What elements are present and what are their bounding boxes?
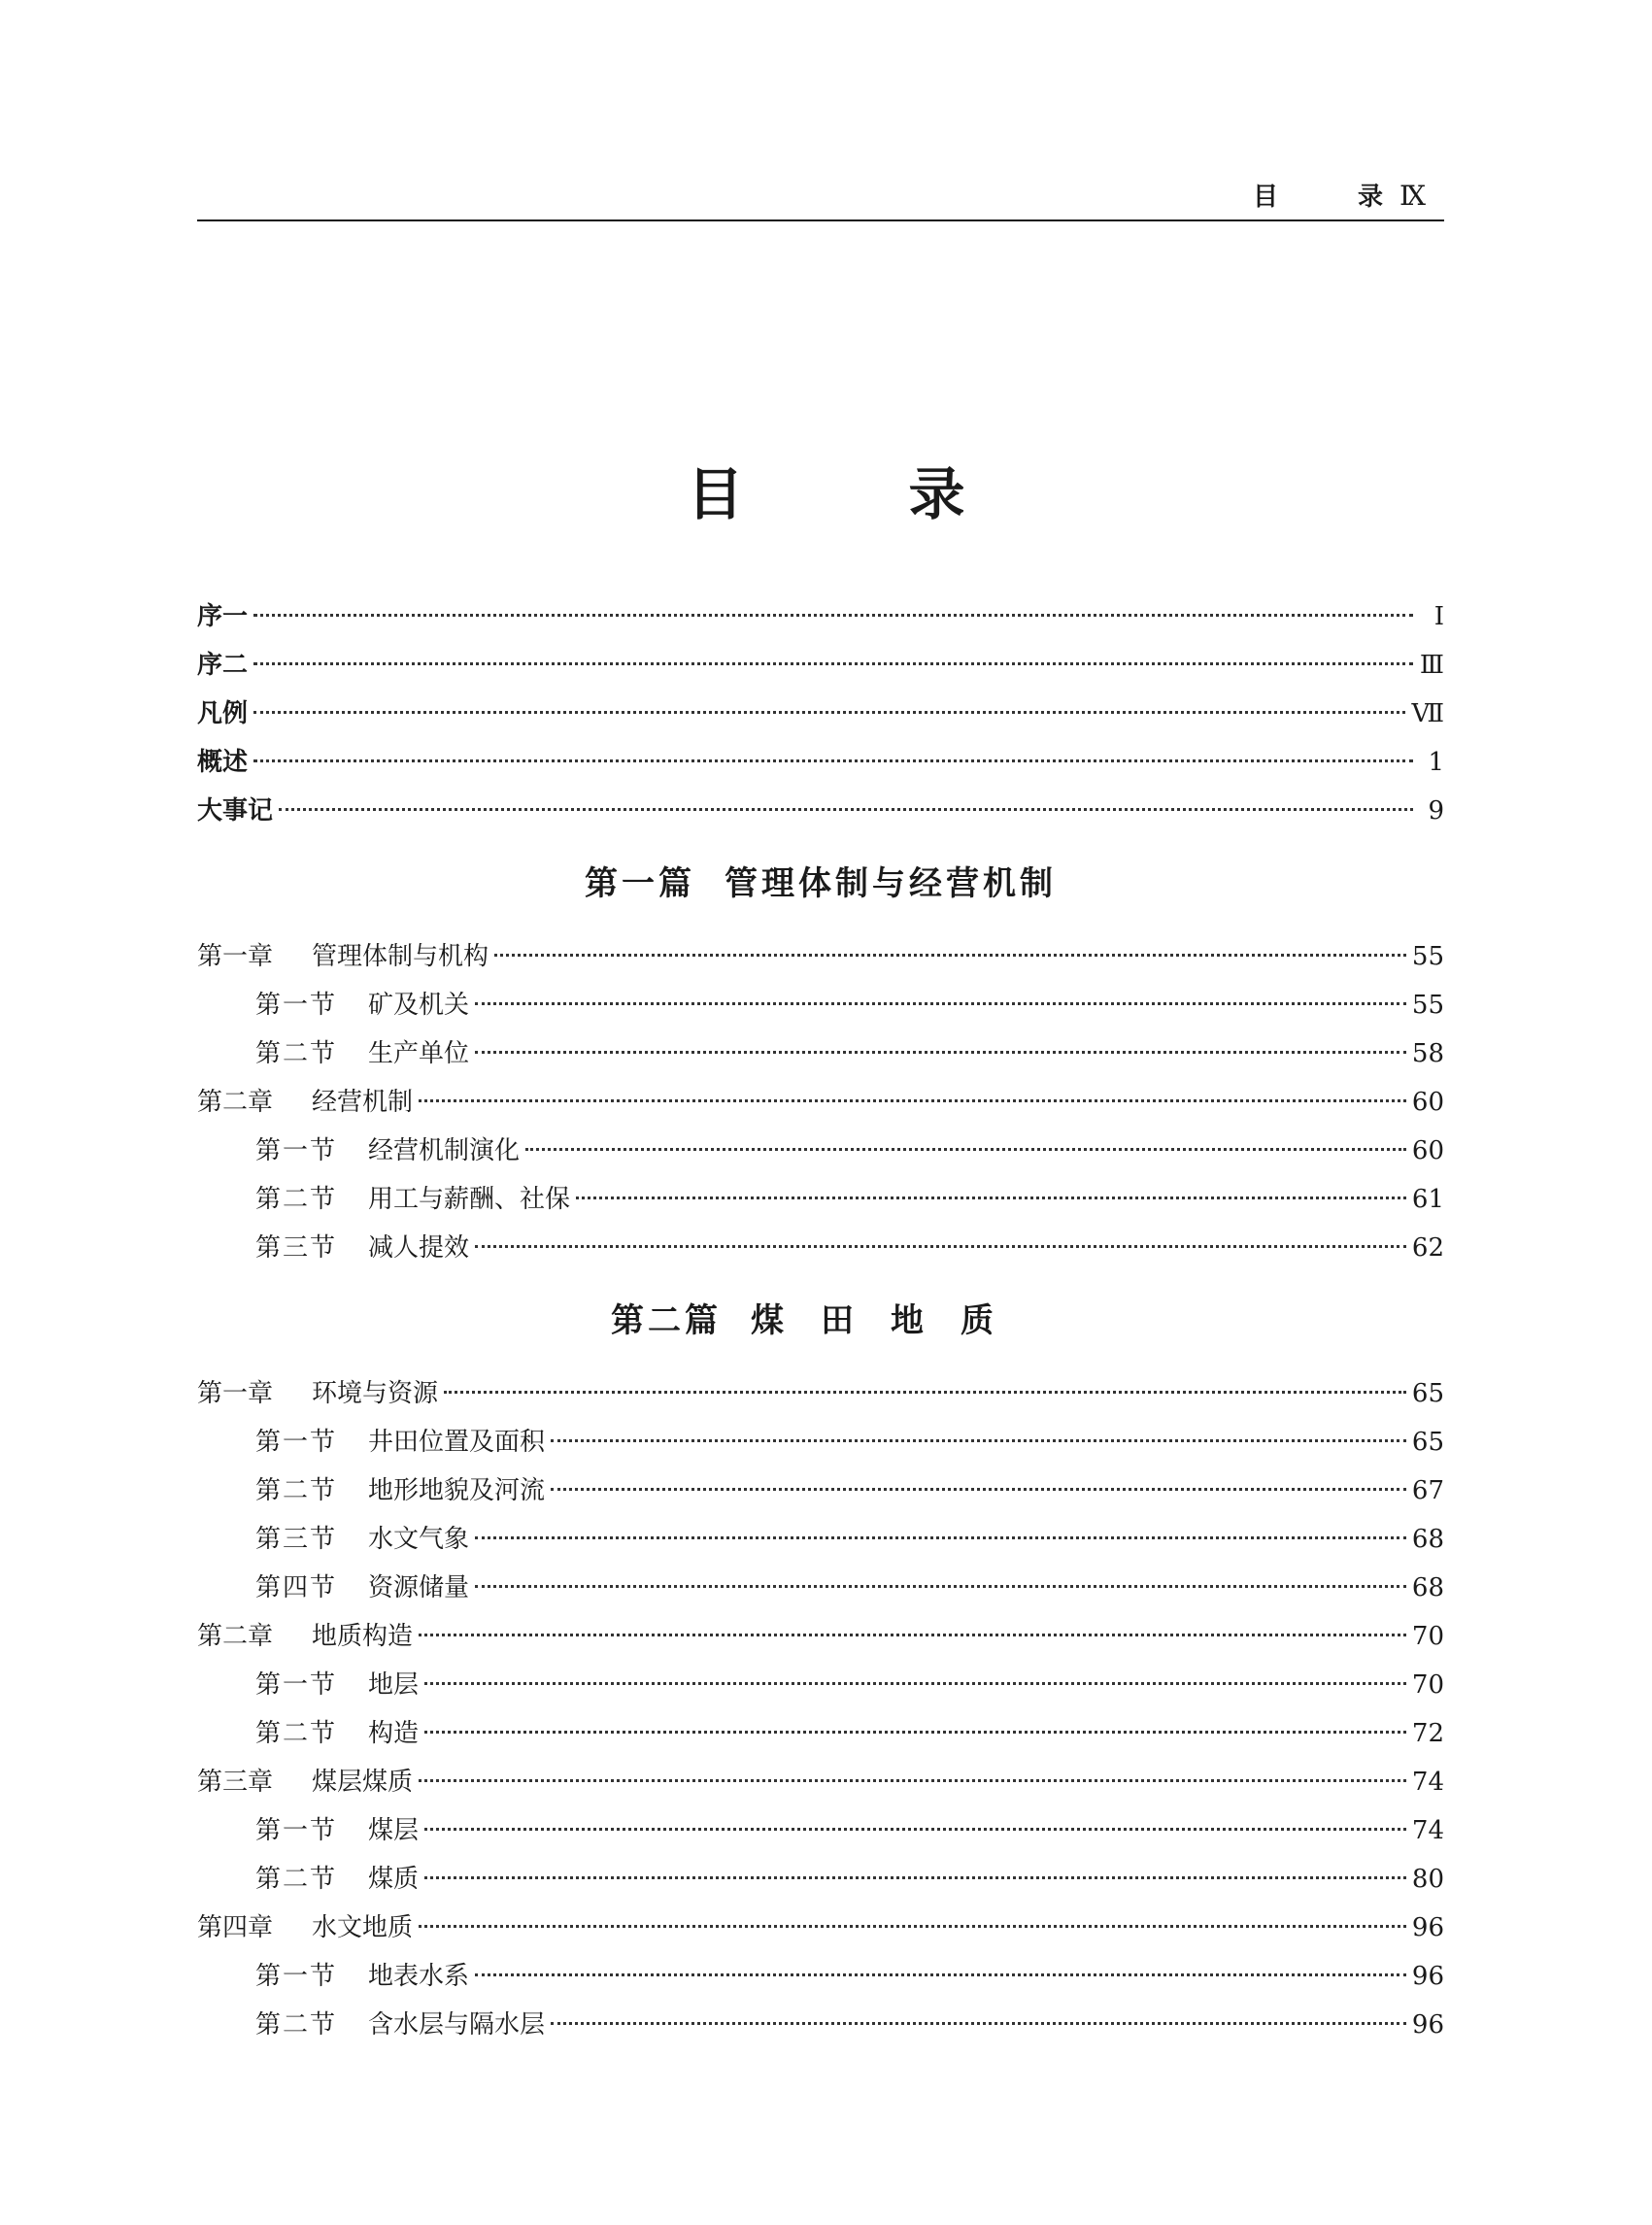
toc-entry-number: 第一章 [197,1379,274,1408]
toc-entry-title [197,1612,413,1661]
toc-entry-number: 第三章 [197,1768,274,1797]
toc-entry-page: 70 [1411,1670,1444,1700]
dot-leader [444,1391,1406,1394]
dot-leader [551,1439,1406,1442]
dot-leader [475,1051,1406,1054]
dot-leader [475,1536,1406,1539]
toc-entry-title [255,1564,469,1612]
toc-entry-page: 62 [1411,1233,1444,1263]
toc-entry-page: 1 [1428,748,1444,777]
toc-entry-page: 65 [1411,1379,1444,1408]
toc-entry-title [255,1709,419,1758]
toc-entry-label: 减人提效 [368,1233,470,1263]
toc-entry-number: 第二节 [255,1039,338,1068]
dot-leader [419,1779,1406,1782]
toc-entry-number: 第二章 [197,1088,274,1117]
dot-leader [475,1973,1406,1976]
toc-entry-number: 第一节 [255,991,338,1020]
toc-entry-section[interactable] [197,1224,1444,1272]
toc-entry-label: 序二 [197,651,249,680]
toc-entry-label: 生产单位 [368,1039,470,1068]
toc-entry-section[interactable] [197,1564,1444,1612]
dot-leader [576,1197,1406,1199]
toc-entry-label: 环境与资源 [312,1379,439,1408]
toc-entry-title [197,1904,413,1952]
toc-entry-label: 经营机制 [312,1088,414,1117]
toc-entry-page: 9 [1428,796,1444,826]
toc-entry-title [197,1758,413,1806]
toc-entry-chapter[interactable] [197,1758,1444,1806]
toc-entry-title [255,2001,545,2049]
toc-entry-label: 管理体制与机构 [312,942,489,971]
toc-entry-number: 第一节 [255,1816,338,1845]
toc-entry-prelim[interactable] [197,738,1444,787]
toc-entry-section[interactable] [197,1709,1444,1758]
toc-entry-number: 第二节 [255,1185,338,1214]
toc-entry-page: 68 [1411,1573,1444,1602]
toc-entry-number: 第二节 [255,1865,338,1894]
toc-entry-label: 水文气象 [368,1525,470,1554]
toc-entry-prelim[interactable] [197,641,1444,690]
toc-entry-label: 井田位置及面积 [368,1428,546,1457]
toc-entry-page: 74 [1411,1816,1444,1845]
toc-entry-title [255,1661,419,1709]
toc-entry-title [255,981,469,1029]
toc-entry-page: 60 [1411,1088,1444,1117]
toc-entry-title [197,1078,413,1127]
toc-entry-number: 第四章 [197,1913,274,1942]
toc-entry-title [255,1127,520,1175]
running-header-title: 目 录 [1252,183,1384,212]
dot-leader [253,711,1405,714]
toc-entry-page: 72 [1411,1719,1444,1748]
toc-entry-title [197,738,248,787]
toc-entry-section[interactable] [197,1418,1444,1466]
toc-entry-section[interactable] [197,1466,1444,1515]
toc-entry-title [197,1369,438,1418]
toc-entry-chapter[interactable] [197,1904,1444,1952]
toc-entry-title [255,1806,419,1855]
toc-entry-page: Ⅲ [1419,651,1444,680]
toc-entry-label: 序一 [197,602,249,631]
toc-entry-page: Ⅶ [1411,699,1444,728]
toc-entry-label: 大事记 [197,796,274,826]
toc-entry-chapter[interactable] [197,1612,1444,1661]
dot-leader [475,1002,1406,1005]
toc-entry-title [255,1515,469,1564]
toc-entry-page: 80 [1411,1865,1444,1894]
toc-entry-section[interactable] [197,1127,1444,1175]
part-heading [197,1272,1444,1369]
toc-entry-chapter[interactable] [197,1078,1444,1127]
toc-entry-page: 68 [1411,1525,1444,1554]
toc-entry-label: 概述 [197,748,249,777]
toc-entry-label: 构造 [368,1719,420,1748]
toc-entry-number: 第二节 [255,1476,338,1505]
dot-leader [424,1828,1406,1831]
toc-entry-page: 96 [1411,2010,1444,2040]
dot-leader [424,1876,1406,1879]
toc-entry-number: 第二章 [197,1622,274,1651]
part-number: 第二篇 [611,1301,722,1340]
dot-leader [253,759,1413,762]
dot-leader [419,1925,1406,1928]
toc-entry-number: 第一节 [255,1962,338,1991]
toc-entry-page: 96 [1411,1913,1444,1942]
toc-entry-label: 资源储量 [368,1573,470,1602]
toc-entry-number: 第四节 [255,1573,338,1602]
toc-entry-page: 96 [1411,1962,1444,1991]
toc-entry-number: 第一节 [255,1670,338,1700]
toc-entry-label: 经营机制演化 [368,1136,521,1165]
toc-entry-title [255,1418,545,1466]
toc-entry-section[interactable] [197,1661,1444,1709]
toc-entry-section[interactable] [197,1029,1444,1078]
toc-entry-page: 55 [1411,942,1444,971]
running-header [197,171,1444,221]
part-title: 管理体制与经营机制 [725,864,1057,903]
toc-entry-label: 地质构造 [312,1622,414,1651]
running-header-page-number: Ⅸ [1399,180,1427,212]
toc-entry-page: Ⅰ [1433,602,1444,631]
toc-entry-prelim[interactable] [197,787,1444,835]
toc-entry-page: 55 [1411,991,1444,1020]
toc-entry-title [197,592,248,641]
toc-entry-label: 凡例 [197,699,249,728]
toc-entry-label: 用工与薪酬、社保 [368,1185,571,1214]
dot-leader [494,954,1406,957]
toc-entry-prelim[interactable] [197,592,1444,641]
toc-entry-page: 58 [1411,1039,1444,1068]
dot-leader [551,2022,1406,2025]
dot-leader [419,1634,1406,1636]
toc-entry-label: 煤层 [368,1816,420,1845]
toc-entry-title [255,1855,419,1904]
toc-entry-page: 67 [1411,1476,1444,1505]
part-title: 煤田地质 [751,1301,1030,1340]
dot-leader [475,1585,1406,1588]
toc-entry-title [255,1175,570,1224]
toc-entry-number: 第一章 [197,942,274,971]
toc-entry-page: 65 [1411,1428,1444,1457]
toc-entry-section[interactable] [197,981,1444,1029]
toc-entry-page: 61 [1411,1185,1444,1214]
dot-leader [419,1099,1406,1102]
dot-leader [424,1731,1406,1734]
toc-entry-label: 地形地貌及河流 [368,1476,546,1505]
toc-entry-title [255,1952,469,2001]
toc-entry-page: 70 [1411,1622,1444,1651]
part-heading [197,835,1444,932]
toc-entry-title [197,641,248,690]
toc-entry-number: 第二节 [255,1719,338,1748]
toc-entry-title [255,1466,545,1515]
dot-leader [475,1245,1406,1248]
toc-entry-number: 第三节 [255,1233,338,1263]
toc-entry-label: 煤层煤质 [312,1768,414,1797]
dot-leader [525,1148,1406,1151]
toc-entry-section[interactable] [197,1855,1444,1904]
toc-entry-page: 74 [1411,1768,1444,1797]
table-of-contents [197,592,1444,2049]
toc-entry-label: 煤质 [368,1865,420,1894]
toc-entry-section[interactable] [197,1952,1444,2001]
toc-entry-label: 地层 [368,1670,420,1700]
toc-entry-label: 地表水系 [368,1962,470,1991]
toc-entry-number: 第一节 [255,1428,338,1457]
dot-leader [253,614,1413,617]
toc-entry-page: 60 [1411,1136,1444,1165]
toc-entry-title [197,932,489,981]
toc-entry-number: 第二节 [255,2010,338,2040]
toc-entry-label: 矿及机关 [368,991,470,1020]
dot-leader [253,662,1413,665]
toc-entry-number: 第一节 [255,1136,338,1165]
toc-entry-title [197,787,273,835]
toc-entry-section[interactable] [197,1175,1444,1224]
toc-entry-section[interactable] [197,1806,1444,1855]
dot-leader [424,1682,1406,1685]
toc-entry-number: 第三节 [255,1525,338,1554]
toc-entry-title [255,1029,469,1078]
toc-entry-label: 水文地质 [312,1913,414,1942]
page-title: 目录 [687,461,1130,527]
toc-entry-chapter[interactable] [197,1369,1444,1418]
toc-entry-title [197,690,248,738]
toc-entry-prelim[interactable] [197,690,1444,738]
toc-entry-section[interactable] [197,2001,1444,2049]
dot-leader [551,1488,1406,1491]
toc-entry-title [255,1224,469,1272]
dot-leader [279,808,1413,811]
running-header-text [1253,177,1427,213]
part-number: 第一篇 [585,864,695,903]
toc-entry-label: 含水层与隔水层 [368,2010,546,2040]
toc-entry-chapter[interactable] [197,932,1444,981]
toc-entry-section[interactable] [197,1515,1444,1564]
